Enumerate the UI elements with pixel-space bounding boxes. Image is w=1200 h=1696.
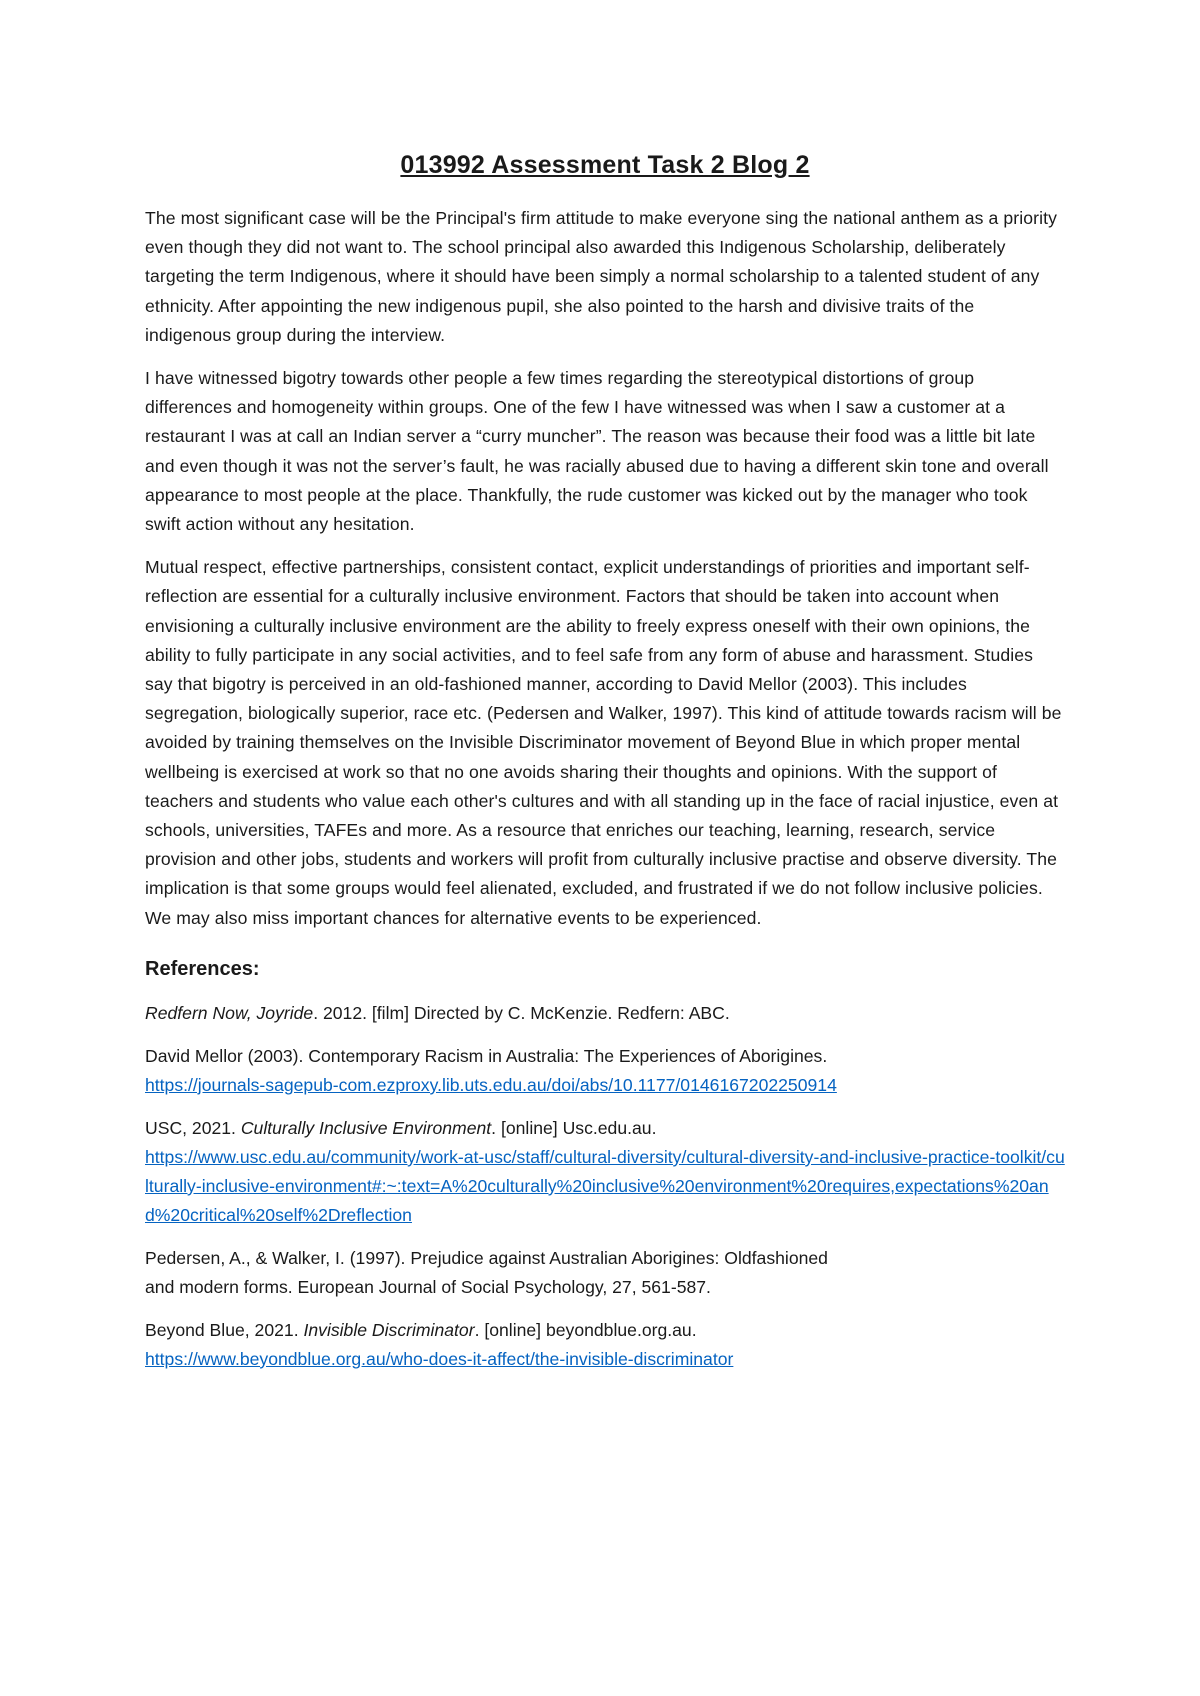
reference-pedersen-line2: and modern forms. European Journal of Social Psychology, 27, 561-587.	[145, 1276, 711, 1297]
reference-usc-title: Culturally Inclusive Environment	[240, 1117, 492, 1138]
reference-usc-prefix: USC, 2021.	[145, 1117, 241, 1138]
reference-redfern-now	[145, 999, 1065, 1028]
reference-usc-link[interactable]: https://www.usc.edu.au/community/work-at-usc/staff/cultural-diversity/cultural-diversity-and-inclusive-practice-toolkit/culturally-inclusive-environment#:~:text=A%20culturally%20inclusive%20environment%20requires,expectations%20and%20critical%20self%2Dreflection	[145, 1146, 1065, 1225]
reference-usc	[145, 1114, 1065, 1230]
reference-pedersen-line1: Pedersen, A., & Walker, I. (1997). Prejudice against Australian Aborigines: Oldfashioned	[145, 1247, 828, 1268]
reference-beyond-blue-title: Invisible Discriminator	[303, 1319, 475, 1340]
document-title: 013992 Assessment Task 2 Blog 2	[400, 151, 810, 179]
reference-mellor-link[interactable]: https://journals-sagepub-com.ezproxy.lib.uts.edu.au/doi/abs/10.1177/0146167202250914	[145, 1074, 837, 1095]
reference-beyond-blue-suffix: . [online] beyondblue.org.au.	[474, 1319, 697, 1340]
reference-beyond-blue-prefix: Beyond Blue, 2021.	[145, 1319, 304, 1340]
reference-beyond-blue-link[interactable]: https://www.beyondblue.org.au/who-does-it-affect/the-invisible-discriminator	[145, 1348, 734, 1369]
references-heading: References:	[145, 957, 260, 980]
paragraph-witnessed-bigotry: I have witnessed bigotry towards other people a few times regarding the stereotypical distortions of group differences and homogeneity within groups. One of the few I have witnessed was when I saw a customer at a restaurant I was at call an Indian server a “curry muncher”. The reason was because their food was a little bit late and even though it was not the server’s fault, he was racially abused due to having a different skin tone and overall appearance to most people at the place. Thankfully, the rude customer was kicked out by the manager who took swift action without any hesitation.	[145, 368, 1049, 535]
reference-usc-text	[145, 1114, 1065, 1143]
reference-david-mellor	[145, 1042, 1065, 1100]
reference-beyond-blue-text	[145, 1316, 1065, 1345]
reference-usc-suffix: . [online] Usc.edu.au.	[491, 1117, 657, 1138]
paragraph-principal-case: The most significant case will be the Principal's firm attitude to make everyone sing the national anthem as a priority even though they did not want to. The school principal also awarded this Indigenous Scholarship, deliberately targeting the term Indigenous, where it should have been simply a normal scholarship to a talented student of any ethnicity. After appointing the new indigenous pupil, she also pointed to the harsh and divisive traits of the indigenous group during the interview.	[145, 208, 1057, 345]
reference-redfern-details: . 2012. [film] Directed by C. McKenzie. Redfern: ABC.	[313, 1002, 730, 1023]
document-body	[145, 148, 1065, 1388]
paragraph-inclusive-environment: Mutual respect, effective partnerships, consistent contact, explicit understandings of priorities and important self-reflection are essential for a culturally inclusive environment. Factors that should be taken into account when envisioning a culturally inclusive environment are the ability to freely express oneself with their own opinions, the ability to fully participate in any social activities, and to feel safe from any form of abuse and harassment. Studies say that bigotry is perceived in an old-fashioned manner, according to David Mellor (2003). This includes segregation, biologically superior, race etc. (Pedersen and Walker, 1997). This kind of attitude towards racism will be avoided by training themselves on the Invisible Discriminator movement of Beyond Blue in which proper mental wellbeing is exercised at work so that no one avoids sharing their thoughts and opinions. With the support of teachers and students who value each other's cultures and with all standing up in the face of racial injustice, even at schools, universities, TAFEs and more. As a resource that enriches our teaching, learning, research, service provision and other jobs, students and workers will profit from culturally inclusive practise and observe diversity. The implication is that some groups would feel alienated, excluded, and frustrated if we do not follow inclusive policies. We may also miss important chances for alternative events to be experienced.	[145, 557, 1062, 928]
reference-pedersen-walker	[145, 1244, 1065, 1302]
reference-beyond-blue	[145, 1316, 1065, 1374]
reference-redfern-title: Redfern Now, Joyride	[145, 1002, 314, 1023]
reference-mellor-text: David Mellor (2003). Contemporary Racism in Australia: The Experiences of Aborigines.	[145, 1045, 828, 1066]
